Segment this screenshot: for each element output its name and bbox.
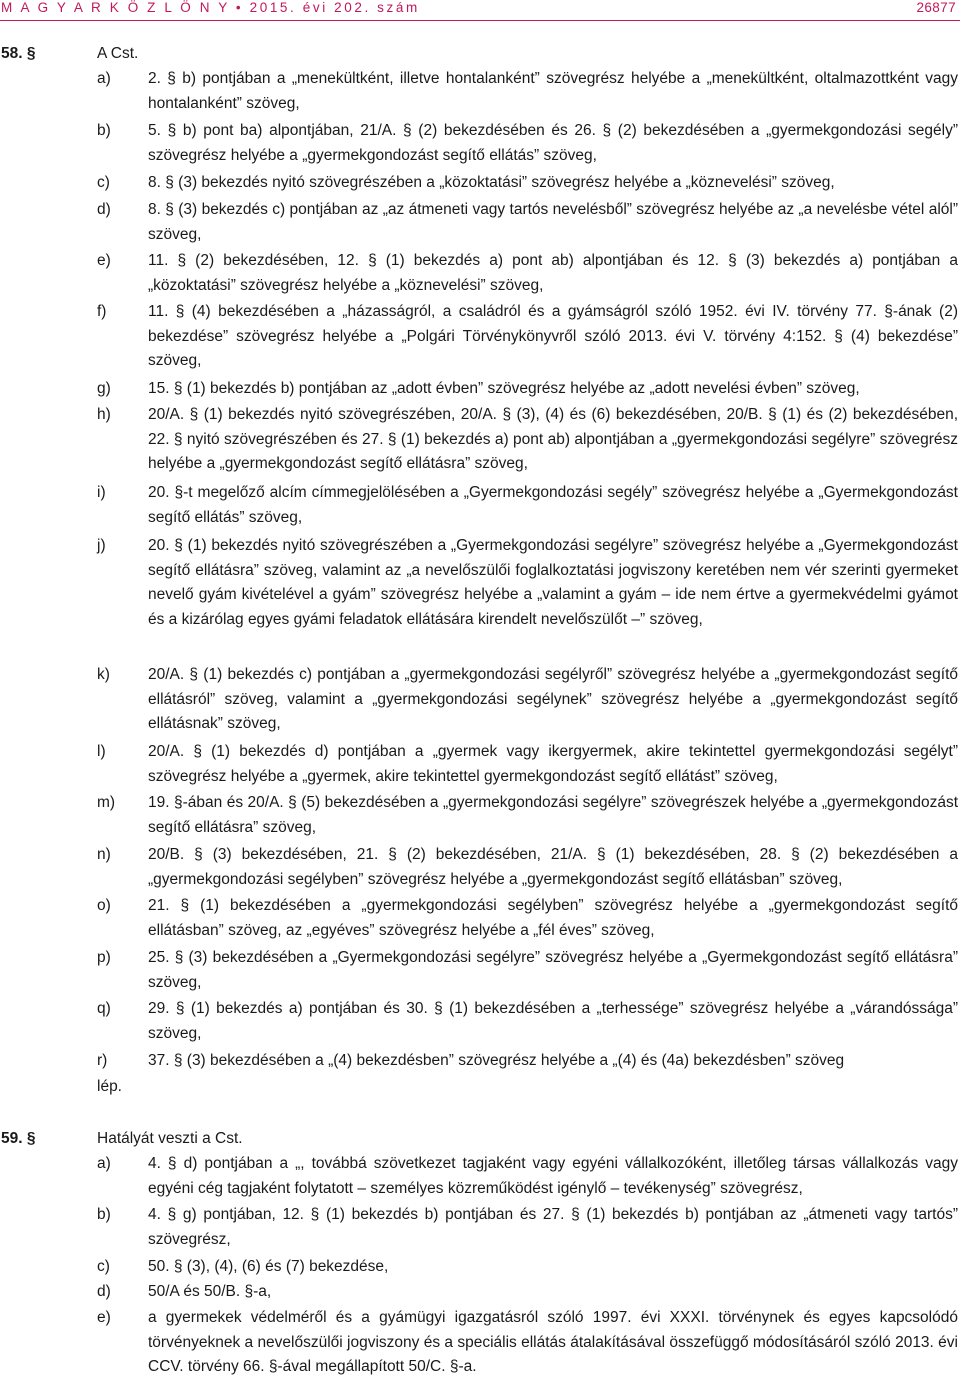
section-heading — [0, 1126, 960, 1151]
item-text: 11. § (4) bekezdésében a „házasságról, a családról és a gyámságról szóló 1952. évi IV. törvény 77. §-ának (2) bekezdése” szövegrész helyébe a „Polgári Törvénykönyvről szóló 2013. évi V. törvény 4:152. § (4) bekezdése” szöveg, — [148, 303, 958, 369]
item-label: a) — [97, 1155, 111, 1172]
item-label: i) — [97, 484, 106, 501]
item-label: c) — [97, 1258, 110, 1275]
section-title: A Cst. — [97, 45, 139, 62]
item-label: b) — [97, 122, 111, 139]
item-label: k) — [97, 666, 110, 683]
item-label: n) — [97, 846, 111, 863]
item-text: 20/A. § (1) bekezdés c) pontjában a „gyermekgondozási segélyről” szövegrész helyébe a „gyermekgondozást segítő ellátásról” szöveg, valamint a „gyermekgondozási segélynek” szövegrész helyébe a „gyermekgondozást segítő ellátásnak” szöveg, — [148, 666, 958, 732]
item-label: j) — [97, 537, 106, 554]
item-label: m) — [97, 794, 116, 811]
item-text: 4. § d) pontjában a „, továbbá szövetkezet tagjaként vagy egyéni vállalkozóként, illetőleg társas vállalkozás vagy egyéni cég tagjaként folytatott – személyes közreműködést igénylő – tevékenység” szövegrész, — [148, 1155, 958, 1197]
item-text: 11. § (2) bekezdésében, 12. § (1) bekezdés a) pont ab) alpontjában és 12. § (3) bekezdés a) pontjában a „közoktatási” szövegrész helyébe a „köznevelési” szöveg, — [148, 252, 958, 294]
section-title: Hatályát veszti a Cst. — [97, 1130, 243, 1147]
item-text: 20/A. § (1) bekezdés d) pontjában a „gyermek vagy ikergyermek, akire tekintettel gyermekgondozási segélyt” szövegrész helyébe a „gyermek, akire tekintettel gyermekgondozást segítő ellátást” szöveg, — [148, 743, 958, 785]
item-text: 37. § (3) bekezdésében a „(4) bekezdésben” szövegrész helyébe a „(4) és (4a) bekezdésben” szöveg — [148, 1052, 845, 1069]
item-text: 20/B. § (3) bekezdésében, 21. § (2) bekezdésében, 21/A. § (1) bekezdésében, 28. § (2) bekezdésében a „gyermekgondozási segélyben” szövegrész helyébe a „gyermekgondozást segítő ellátásban” szöveg, — [148, 846, 958, 888]
item-label: d) — [97, 201, 111, 218]
journal-title: M A G Y A R K Ö Z L Ö N Y • 2015. évi 202. szám — [1, 0, 420, 15]
item-text: 50/A és 50/B. §-a, — [148, 1283, 272, 1300]
item-label: e) — [97, 1309, 111, 1326]
item-label: h) — [97, 406, 111, 423]
item-text: 29. § (1) bekezdés a) pontjában és 30. § (1) bekezdésében a „terhessége” szövegrész helyébe a „várandóssága” szöveg, — [148, 1000, 958, 1042]
item-text: 8. § (3) bekezdés c) pontjában az „az átmeneti vagy tartós nevelésből” szövegrész helyébe az „a nevelésbe vétel alól” szöveg, — [148, 201, 958, 243]
item-label: r) — [97, 1052, 108, 1069]
item-text: 20. § (1) bekezdés nyitó szövegrészében a „Gyermekgondozási segélyre” szövegrész helyébe a „Gyermekgondozást segítő ellátásra” szöveg, valamint az „a nevelőszülői foglalkoztatási jogviszony keretében nem vér szerinti gyermeket nevelő gyám kivételével a gyám” szövegrész helyébe a „valamint a gyám – ide nem értve a gyermekvédelmi gyámot és a kizárólag egyes gyámi feladatok ellátására kirendelt nevelőszülőt –” szöveg, — [148, 537, 958, 628]
item-label: o) — [97, 897, 111, 914]
page-header — [0, 0, 960, 24]
item-text: 15. § (1) bekezdés b) pontjában az „adott évben” szövegrész helyébe az „adott nevelési évben” szöveg, — [148, 380, 860, 397]
item-text: 21. § (1) bekezdésében a „gyermekgondozási segélyben” szövegrész helyébe a „gyermekgondozást segítő ellátásban” szöveg, az „egyéves” szövegrész helyébe a „fél éves” szöveg, — [148, 897, 958, 939]
item-label: a) — [97, 70, 111, 87]
item-label: e) — [97, 252, 111, 269]
section-number: 59. § — [1, 1130, 36, 1147]
item-label: d) — [97, 1283, 111, 1300]
item-text: 50. § (3), (4), (6) és (7) bekezdése, — [148, 1258, 389, 1275]
item-text: 25. § (3) bekezdésében a „Gyermekgondozási segélyre” szövegrész helyébe a „Gyermekgondozást segítő ellátásra” szöveg, — [148, 949, 958, 991]
item-label: c) — [97, 174, 110, 191]
item-text: 20/A. § (1) bekezdés nyitó szövegrészében, 20/A. § (3), (4) és (6) bekezdésében, 20/B. § (1) és (2) bekezdésében, 22. § nyitó szövegrészében és 27. § (1) bekezdés a) pont ab) alpontjában a „gyermekgondozási segélyre” szövegrész helyébe a „gyermekgondozást segítő ellátásra” szöveg, — [148, 406, 958, 472]
item-label: b) — [97, 1206, 111, 1223]
item-text: a gyermekek védelméről és a gyámügyi igazgatásról szóló 1997. évi XXXI. törvénynek és egyes kapcsolódó törvényeknek a nevelőszülői jogviszony és a speciális ellátás átalakításával összefüggő módosításáról szóló 2013. évi CCV. törvény 66. §-ával megállapított 50/C. §-a. — [148, 1309, 958, 1375]
item-label: q) — [97, 1000, 111, 1017]
section-number: 58. § — [1, 45, 36, 62]
section-heading — [0, 41, 960, 66]
item-label: g) — [97, 380, 111, 397]
item-label: p) — [97, 949, 111, 966]
header-rule — [0, 20, 960, 21]
item-text: 2. § b) pontjában a „menekültként, illetve hontalanként” szövegrész helyébe a „menekültként, oltalmazottként vagy hontalanként” szöveg, — [148, 70, 958, 112]
item-text: 4. § g) pontjában, 12. § (1) bekezdés b) pontjában és 27. § (1) bekezdés b) pontjában az „átmeneti vagy tartós” szövegrész, — [148, 1206, 958, 1248]
item-label: l) — [97, 743, 106, 760]
closing-word: lép. — [97, 1078, 122, 1095]
item-text: 19. §-ában és 20/A. § (5) bekezdésében a „gyermekgondozási segélyre” szövegrészek helyébe a „gyermekgondozást segítő ellátásra” szöveg, — [148, 794, 958, 836]
page-number: 26877 — [916, 0, 956, 15]
item-text: 5. § b) pont ba) alpontjában, 21/A. § (2) bekezdésében és 26. § (2) bekezdésében a „gyermekgondozási segély” szövegrész helyébe a „gyermekgondozást segítő ellátás” szöveg, — [148, 122, 958, 164]
item-text: 8. § (3) bekezdés nyitó szövegrészében a „közoktatási” szövegrész helyébe a „köznevelési” szöveg, — [148, 174, 835, 191]
item-text: 20. §-t megelőző alcím címmegjelölésében a „Gyermekgondozási segély” szövegrész helyébe a „Gyermekgondozást segítő ellátás” szöveg, — [148, 484, 958, 526]
item-label: f) — [97, 303, 107, 320]
